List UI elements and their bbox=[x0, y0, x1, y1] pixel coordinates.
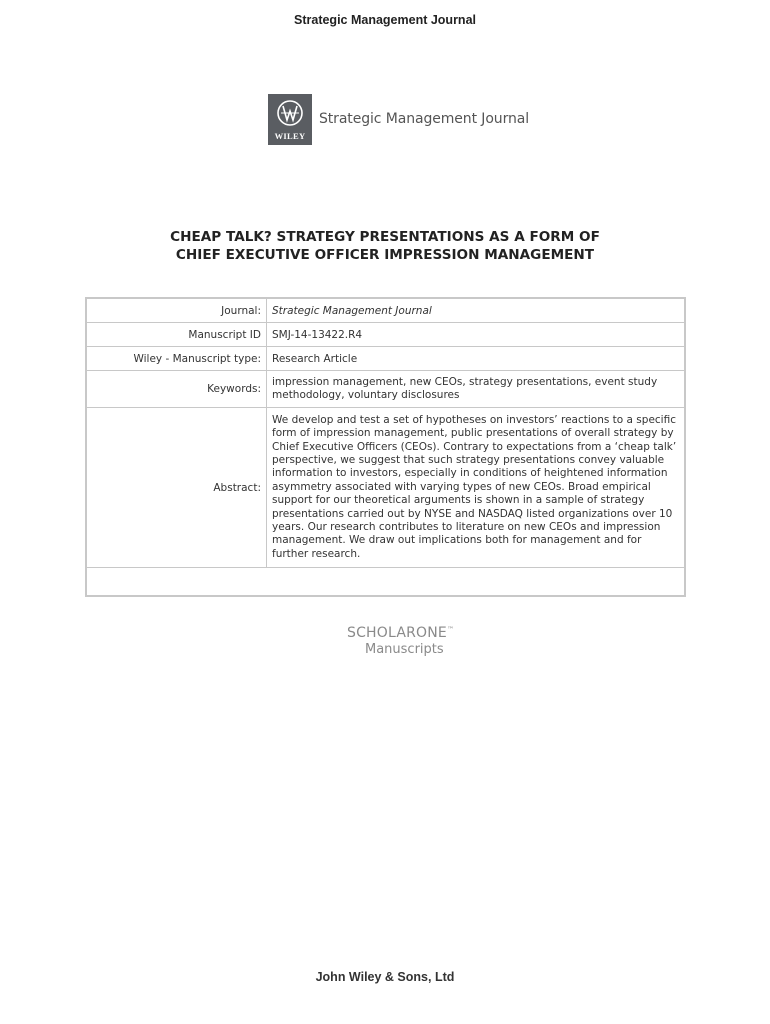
scholarone-subtitle: Manuscripts bbox=[365, 642, 444, 657]
table-row-journal bbox=[86, 298, 685, 323]
journal-value: Strategic Management Journal bbox=[267, 298, 686, 323]
scholarone-logo bbox=[347, 625, 454, 657]
manuscript-metadata-table bbox=[85, 297, 686, 597]
manuscript-type-label: Wiley - Manuscript type: bbox=[86, 347, 267, 371]
keywords-label: Keywords: bbox=[86, 371, 267, 408]
paper-title-line-1: CHEAP TALK? STRATEGY PRESENTATIONS AS A FORM OF bbox=[170, 229, 600, 245]
manuscript-id-value: SMJ-14-13422.R4 bbox=[267, 323, 686, 347]
table-row-empty bbox=[86, 568, 685, 597]
journal-brand-name: Strategic Management Journal bbox=[319, 111, 530, 127]
paper-title bbox=[85, 228, 685, 264]
table-row-manuscript-id bbox=[86, 323, 685, 347]
wiley-logo bbox=[268, 94, 312, 145]
abstract-label: Abstract: bbox=[86, 408, 267, 568]
wiley-logo-text: WILEY bbox=[274, 130, 306, 141]
manuscript-id-label: Manuscript ID bbox=[86, 323, 267, 347]
table-row-manuscript-type bbox=[86, 347, 685, 371]
manuscript-type-value: Research Article bbox=[267, 347, 686, 371]
journal-brand bbox=[268, 93, 529, 145]
paper-title-line-2: CHIEF EXECUTIVE OFFICER IMPRESSION MANAGEMENT bbox=[175, 247, 595, 263]
journal-label: Journal: bbox=[86, 298, 267, 323]
empty-cell bbox=[86, 568, 685, 597]
abstract-value: We develop and test a set of hypotheses on investors’ reactions to a specific form of impression management, public presentations of overall strategy by Chief Executive Officers (CEOs). Contrary to expectations from a ‘cheap talk’ perspective, we suggest that such strategy presentations convey valuable information to investors, especially in conditions of heightened information asymmetry associated with varying types of new CEOs. Broad empirical support for our theoretical arguments is shown in a sample of strategy presentations carried out by NYSE and NASDAQ listed organizations over 10 years. Our research contributes to literature on new CEOs and impression management. We draw out implications both for management and for further research. bbox=[267, 408, 686, 568]
table-row-abstract bbox=[86, 408, 685, 568]
table-row-keywords bbox=[86, 371, 685, 408]
trademark-symbol: ™ bbox=[446, 625, 455, 634]
scholarone-wordmark: SCHOLARONE bbox=[347, 625, 447, 641]
keywords-value: impression management, new CEOs, strategy presentations, event study methodology, voluntary disclosures bbox=[267, 371, 686, 408]
running-header: Strategic Management Journal bbox=[294, 13, 476, 27]
publisher-footer: John Wiley & Sons, Ltd bbox=[315, 970, 455, 984]
